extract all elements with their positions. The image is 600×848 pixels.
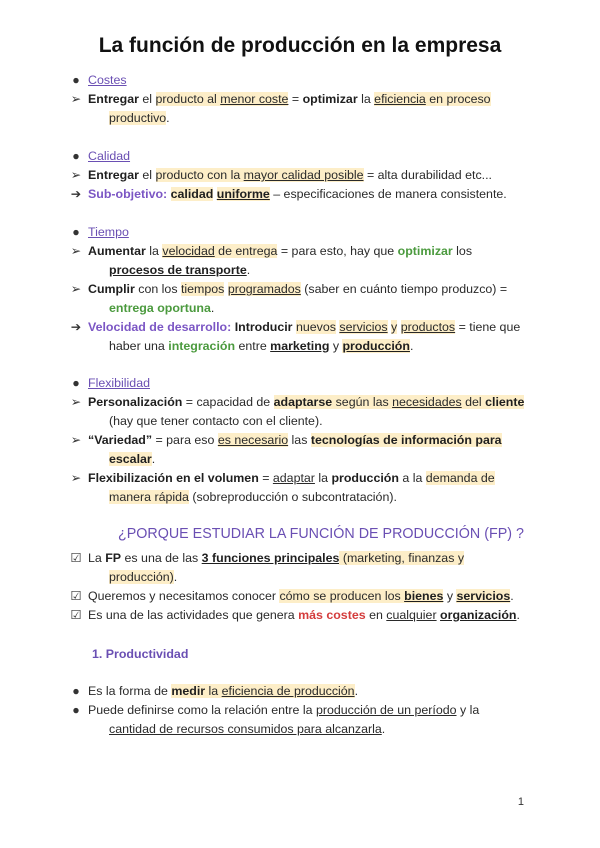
list-item: ➢ Personalización = capacidad de adaptarse según las necesidades del cliente <box>88 393 524 412</box>
bullet-dot-icon: ● <box>72 684 80 698</box>
arrowhead-icon: ➢ <box>70 433 82 447</box>
bullet-dot-icon: ● <box>72 149 80 163</box>
list-item-continuation: procesos de transporte. <box>109 263 251 277</box>
checkbox-checked-icon: ☑ <box>70 551 82 565</box>
list-item: ➢ Aumentar la velocidad de entrega = para esto, hay que optimizar los <box>88 242 472 261</box>
arrowhead-icon: ➢ <box>70 282 82 296</box>
bullet-dot-icon: ● <box>72 376 80 390</box>
subheading-productividad: 1. Productividad <box>92 647 189 661</box>
page-number: 1 <box>517 796 524 808</box>
bullet-dot-icon: ● <box>72 225 80 239</box>
list-item: ➢ Flexibilización en el volumen = adaptar la producción a la demanda de <box>88 469 495 488</box>
section-heading-flexibilidad: ● Flexibilidad <box>88 374 150 393</box>
list-item-continuation: escalar. <box>109 452 156 466</box>
section-heading-costes: ● Costes <box>88 71 127 90</box>
arrow-right-icon: ➔ <box>70 187 82 201</box>
bullet-dot-icon: ● <box>72 73 80 87</box>
list-item: ➔ Sub-objetivo: calidad uniforme – especificaciones de manera consistente. <box>88 185 507 204</box>
bullet-dot-icon: ● <box>72 703 80 717</box>
checklist-item: ☑ Queremos y necesitamos conocer cómo se producen los bienes y servicios. <box>88 587 514 606</box>
list-item-continuation: productivo. <box>109 111 170 125</box>
list-item: ➢ Cumplir con los tiempos programados (saber en cuánto tiempo produzco) = <box>88 280 507 299</box>
list-item-continuation: haber una integración entre marketing y producción. <box>109 339 414 353</box>
list-item-continuation: manera rápida (sobreproducción o subcontratación). <box>109 490 397 504</box>
checkbox-checked-icon: ☑ <box>70 589 82 603</box>
arrowhead-icon: ➢ <box>70 168 82 182</box>
checklist-item: ☑ La FP es una de las 3 funciones principales (marketing, finanzas y <box>88 549 464 568</box>
section-heading-calidad: ● Calidad <box>88 147 130 166</box>
list-item: ➢ “Variedad” = para eso es necesario las tecnologías de información para <box>88 431 502 450</box>
arrowhead-icon: ➢ <box>70 471 82 485</box>
arrowhead-icon: ➢ <box>70 92 82 106</box>
list-item: ➢ Entregar el producto al menor coste = optimizar la eficiencia en proceso <box>88 90 491 109</box>
checklist-item: ☑ Es una de las actividades que genera más costes en cualquier organización. <box>88 606 520 625</box>
section-heading-why: ¿PORQUE ESTUDIAR LA FUNCIÓN DE PRODUCCIÓN (FP) ? <box>118 526 524 542</box>
arrowhead-icon: ➢ <box>70 395 82 409</box>
list-item: ● Puede definirse como la relación entre la producción de un período y la <box>88 701 479 720</box>
list-item-continuation: (hay que tener contacto con el cliente). <box>109 414 323 428</box>
arrowhead-icon: ➢ <box>70 244 82 258</box>
checkbox-checked-icon: ☑ <box>70 608 82 622</box>
list-item: ➢ Entregar el producto con la mayor calidad posible = alta durabilidad etc... <box>88 166 492 185</box>
section-heading-tiempo: ● Tiempo <box>88 223 129 242</box>
list-item-continuation: cantidad de recursos consumidos para alcanzarla. <box>109 722 386 736</box>
list-item: ● Es la forma de medir la eficiencia de producción. <box>88 682 358 701</box>
list-item: ➔ Velocidad de desarrollo: Introducir nuevos servicios y productos = tiene que <box>88 318 520 337</box>
page-title: La función de producción en la empresa <box>98 34 502 57</box>
list-item-continuation: entrega oportuna. <box>109 301 215 315</box>
arrow-right-icon: ➔ <box>70 320 82 334</box>
list-item-continuation: producción). <box>109 570 178 584</box>
